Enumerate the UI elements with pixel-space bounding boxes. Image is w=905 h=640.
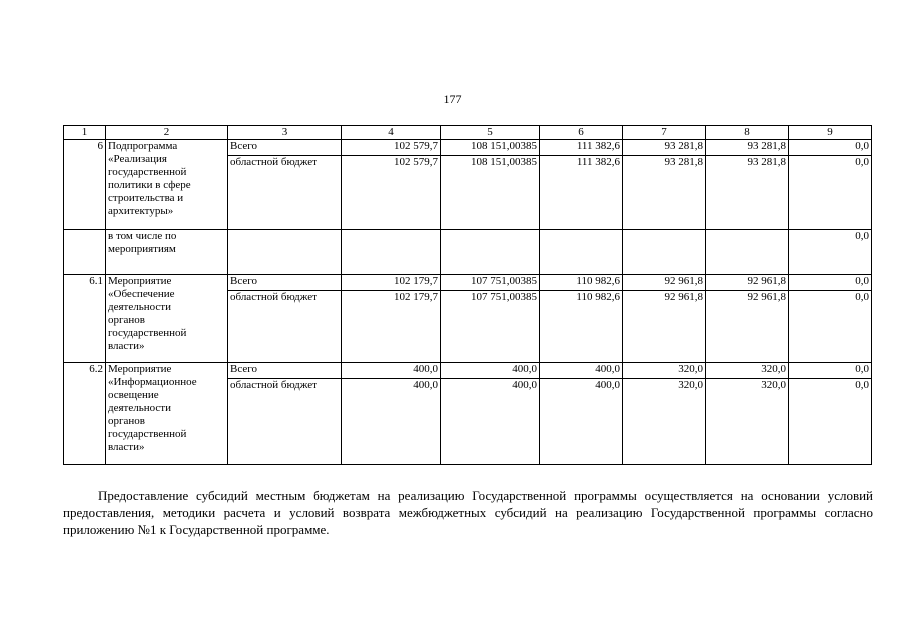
column-header: 2 [106, 126, 228, 140]
value-cell: 102 179,7 [342, 291, 441, 363]
value-cell: 92 961,8 [623, 275, 706, 291]
item-name-line: политики в сфере [108, 179, 191, 191]
value-cell: 102 579,7 [342, 156, 441, 230]
funding-source: областной бюджет [228, 379, 342, 465]
value-cell: 93 281,8 [623, 140, 706, 156]
value-cell [342, 230, 441, 275]
value-cell: 320,0 [623, 363, 706, 379]
item-name [106, 275, 228, 363]
item-name-line: освещение [108, 389, 159, 401]
value-cell [706, 230, 789, 275]
value-cell [441, 230, 540, 275]
value-cell: 0,0 [789, 363, 872, 379]
column-header: 7 [623, 126, 706, 140]
value-cell: 110 982,6 [540, 275, 623, 291]
value-cell [540, 230, 623, 275]
value-cell: 400,0 [540, 379, 623, 465]
value-cell: 0,0 [789, 230, 872, 275]
value-cell: 400,0 [342, 379, 441, 465]
value-cell: 0,0 [789, 275, 872, 291]
value-cell: 110 982,6 [540, 291, 623, 363]
item-name-line: «Реализация [108, 153, 167, 165]
value-cell: 320,0 [706, 363, 789, 379]
value-cell: 111 382,6 [540, 156, 623, 230]
item-name-line: в том числе по [108, 230, 177, 242]
value-cell: 111 382,6 [540, 140, 623, 156]
funding-source: Всего [228, 275, 342, 291]
value-cell: 92 961,8 [706, 291, 789, 363]
item-name-line: архитектуры» [108, 205, 174, 217]
row-number: 6.2 [64, 363, 106, 465]
value-cell: 108 151,00385 [441, 140, 540, 156]
item-name-line: государственной [108, 327, 187, 339]
row-number: 6.1 [64, 275, 106, 363]
funding-source: областной бюджет [228, 156, 342, 230]
column-header: 5 [441, 126, 540, 140]
column-header: 3 [228, 126, 342, 140]
body-paragraph: Предоставление субсидий местным бюджетам на реализацию Государственной программы осуществляется на основании условий предоставления, методики расчета и условий возврата межбюджетных субсидий на реализацию Государственной программы согласно приложению №1 к Государственной программе. [63, 488, 873, 537]
value-cell: 400,0 [540, 363, 623, 379]
item-name-line: Мероприятие [108, 275, 172, 287]
column-header: 8 [706, 126, 789, 140]
value-cell: 93 281,8 [706, 156, 789, 230]
value-cell: 400,0 [441, 379, 540, 465]
table-header-row [64, 126, 872, 140]
table-row [64, 230, 872, 275]
budget-table [63, 125, 872, 465]
value-cell: 93 281,8 [706, 140, 789, 156]
item-name-line: государственной [108, 166, 187, 178]
value-cell: 0,0 [789, 140, 872, 156]
table-row [64, 140, 872, 156]
value-cell: 102 179,7 [342, 275, 441, 291]
item-name-line: власти» [108, 441, 145, 453]
column-header: 1 [64, 126, 106, 140]
value-cell: 92 961,8 [623, 291, 706, 363]
value-cell: 320,0 [623, 379, 706, 465]
value-cell: 102 579,7 [342, 140, 441, 156]
value-cell: 400,0 [342, 363, 441, 379]
item-name-line: «Обеспечение [108, 288, 175, 300]
value-cell [623, 230, 706, 275]
value-cell: 93 281,8 [623, 156, 706, 230]
item-name-line: Подпрограмма [108, 140, 178, 152]
value-cell: 108 151,00385 [441, 156, 540, 230]
item-name-line: органов [108, 415, 145, 427]
item-name-line: Мероприятие [108, 363, 172, 375]
item-name-line: деятельности [108, 301, 171, 313]
table-row [64, 275, 872, 291]
column-header: 4 [342, 126, 441, 140]
row-number: 6 [64, 140, 106, 230]
item-name-line: государственной [108, 428, 187, 440]
value-cell: 107 751,00385 [441, 275, 540, 291]
item-name-line: строительства и [108, 192, 184, 204]
funding-source: Всего [228, 140, 342, 156]
funding-source: Всего [228, 363, 342, 379]
item-name [106, 363, 228, 465]
item-name-line: мероприятиям [108, 243, 176, 255]
value-cell: 320,0 [706, 379, 789, 465]
value-cell: 400,0 [441, 363, 540, 379]
item-name-line: власти» [108, 340, 145, 352]
table-row [64, 363, 872, 379]
item-name-line: «Информационное [108, 376, 197, 388]
page-number: 177 [443, 92, 462, 106]
value-cell: 92 961,8 [706, 275, 789, 291]
value-cell: 0,0 [789, 156, 872, 230]
value-cell: 107 751,00385 [441, 291, 540, 363]
row-number [64, 230, 106, 275]
item-name [106, 140, 228, 230]
value-cell: 0,0 [789, 379, 872, 465]
item-name-line: деятельности [108, 402, 171, 414]
funding-source: областной бюджет [228, 291, 342, 363]
funding-source [228, 230, 342, 275]
item-name [106, 230, 228, 275]
item-name-line: органов [108, 314, 145, 326]
value-cell: 0,0 [789, 291, 872, 363]
column-header: 6 [540, 126, 623, 140]
column-header: 9 [789, 126, 872, 140]
